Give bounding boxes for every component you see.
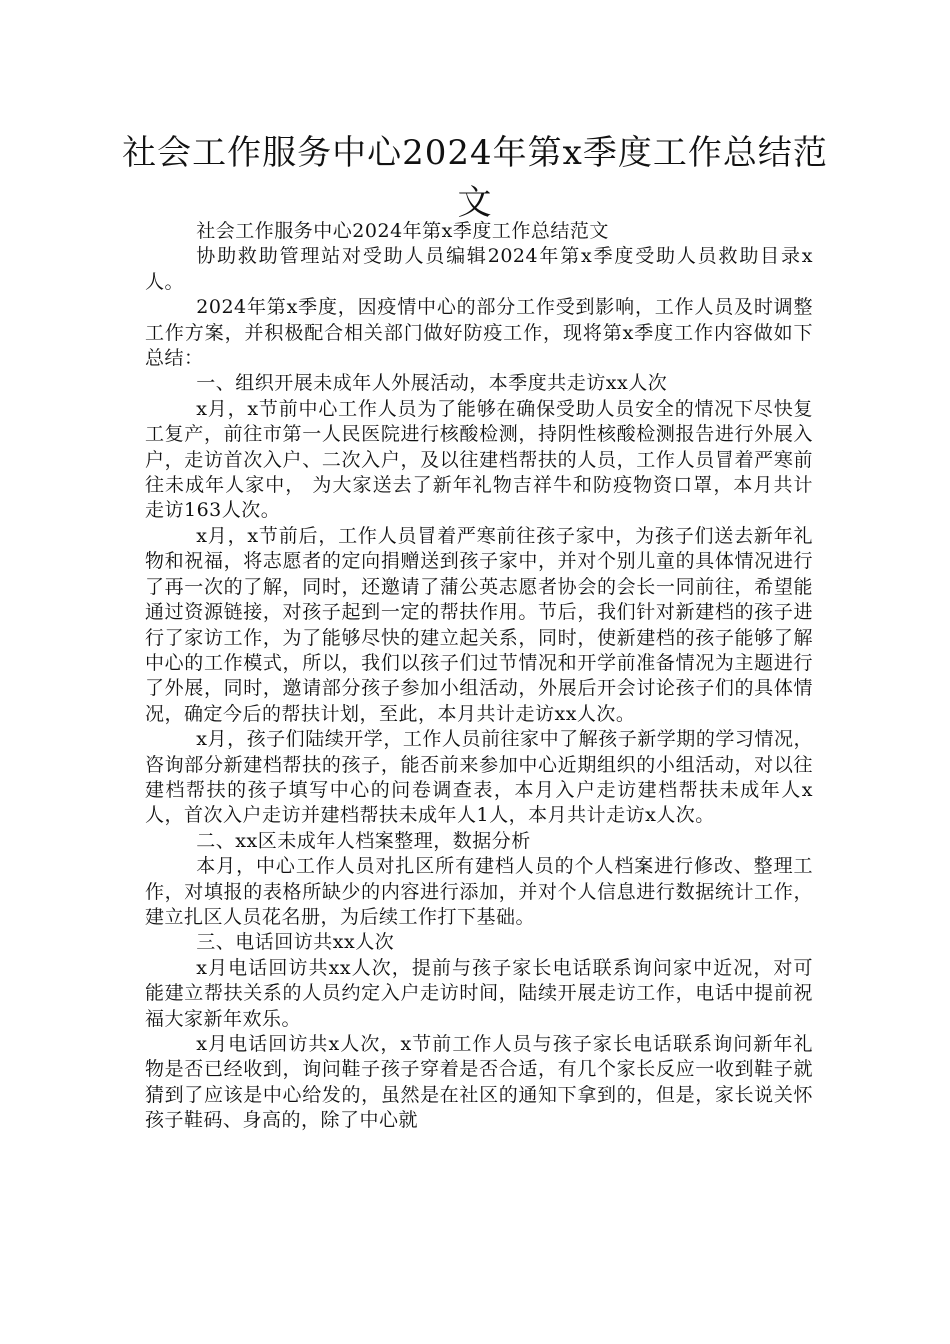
document-body	[145, 219, 813, 1134]
document-title: 社会工作服务中心2024年第x季度工作总结范文	[122, 133, 828, 223]
section-heading-3: 三、电话回访共xx人次	[196, 931, 395, 954]
paragraph-phone-1: x月电话回访共xx人次，提前与孩子家长电话联系询问家中近况，对可能建立帮扶关系的人员约定入户走访时间，陆续开展走访工作，电话中提前祝福大家新年欢乐。	[145, 956, 813, 1030]
paragraph-month-1: x月，x节前中心工作人员为了能够在确保受助人员安全的情况下尽快复工复产，前往市第一人民医院进行核酸检测，持阴性核酸检测报告进行外展入户，走访首次入户、二次入户，及以往建档帮扶的人员，工作人员冒着严寒前往未成年人家中， 为大家送去了新年礼物吉祥牛和防疫物资口罩，本月共计走访163人次。	[145, 397, 813, 522]
paragraph-intro: 2024年第x季度，因疫情中心的部分工作受到影响，工作人员及时调整工作方案，并积极配合相关部门做好防疫工作，现将第x季度工作内容做如下总结：	[145, 296, 813, 370]
section-heading-2: 二、xx区未成年人档案整理，数据分析	[196, 829, 531, 852]
paragraph-month-2: x月，x节前后，工作人员冒着严寒前往孩子家中，为孩子们送去新年礼物和祝福，将志愿者的定向捐赠送到孩子家中，并对个别儿童的具体情况进行了再一次的了解，同时，还邀请了蒲公英志愿者协会的会长一同前往，希望能通过资源链接，对孩子起到一定的帮扶作用。节后，我们针对新建档的孩子进行了家访工作，为了能够尽快的建立起关系，同时，使新建档的孩子能够了解中心的工作模式，所以，我们以孩子们过节情况和开学前准备情况为主题进行了外展，同时，邀请部分孩子参加小组活动，外展后开会讨论孩子们的具体情况，确定今后的帮扶计划，至此，本月共计走访xx人次。	[145, 524, 813, 725]
paragraph-heading-repeat: 社会工作服务中心2024年第x季度工作总结范文	[196, 220, 609, 242]
paragraph-rescue-directory: 协助救助管理站对受助人员编辑2024年第x季度受助人员救助目录x人。	[145, 245, 813, 293]
paragraph-month-3: x月，孩子们陆续开学，工作人员前往家中了解孩子新学期的学习情况，咨询部分新建档帮扶的孩子，能否前来参加中心近期组织的小组活动，对以往建档帮扶的孩子填写中心的问卷调查表，本月入户走访建档帮扶未成年人x人，首次入户走访并建档帮扶未成年人1人，本月共计走访x人次。	[145, 728, 813, 827]
section-heading-1: 一、组织开展未成年人外展活动，本季度共走访xx人次	[196, 372, 668, 395]
paragraph-phone-2: x月电话回访共x人次，x节前工作人员与孩子家长电话联系询问新年礼物是否已经收到，询问鞋子孩子穿着是否合适，有几个家长反应一收到鞋子就猜到了应该是中心给发的，虽然是在社区的通知下拿到的，但是，家长说关怀孩子鞋码、身高的，除了中心就	[145, 1033, 813, 1132]
paragraph-archives: 本月，中心工作人员对扎区所有建档人员的个人档案进行修改、整理工作，对填报的表格所缺少的内容进行添加，并对个人信息进行数据统计工作，建立扎区人员花名册，为后续工作打下基础。	[145, 855, 813, 928]
